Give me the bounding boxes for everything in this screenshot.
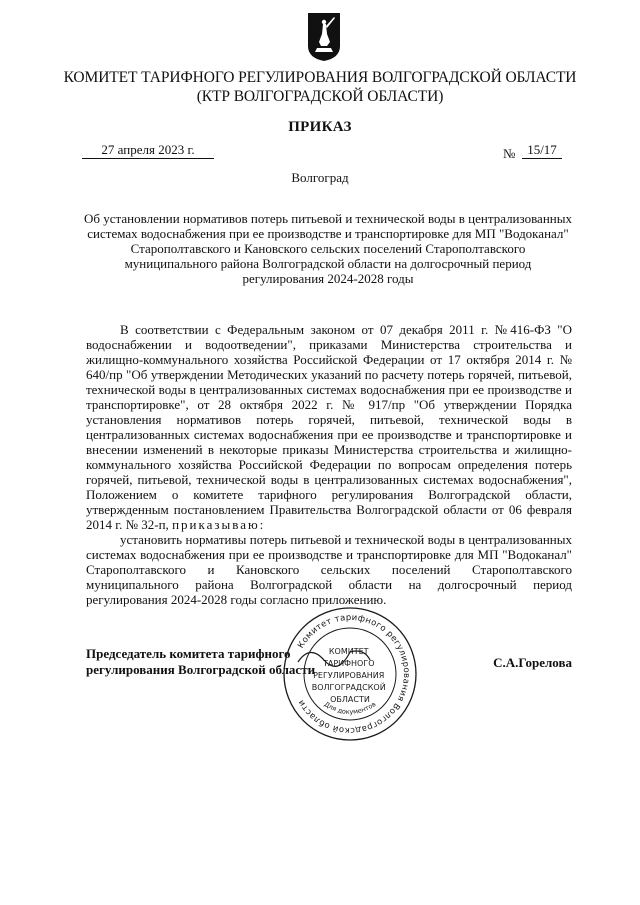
stamp-center-line: ТАРИФНОГО (322, 659, 375, 668)
subject-line: Об установлении нормативов потерь питьевой и технической воды в централизованных (84, 211, 572, 226)
preamble-text: В соответствии с Федеральным законом от 07 декабря 2011 г. №416-ФЗ "О водоснабжении и водоотведении", приказами Министерства строительства и жилищно-коммунального хозяйства Российской Федерации от 17 октября 2014 г. № 640/пр "Об утверждении Методических указаний по расчету потерь горячей, питьевой, технической воды в централизованных системах водоснабжения при ее производстве и транспортировке", от 28 октября 2022 г. № 917/пр "Об утверждении Порядка установления нормативов потерь горячей, питьевой, технической воды в централизованных системах водоснабжения при ее производстве и транспортировке и внесении изменений в некоторые приказы Министерства строительства и жилищно-коммунального хозяйства Российской Федерации по вопросам определения потерь горячей, питьевой, технической воды в централизованных системах водоснабжения", Положением о комитете тарифного регулирования Волгоградской области, утвержденным постановлением Правительства Волгоградской области от 06 февраля 2014 г. № 32-п, (86, 322, 572, 532)
stamp-center-line: ОБЛАСТИ (330, 695, 370, 704)
organization-short-name: (КТР ВОЛГОГРАДСКОЙ ОБЛАСТИ) (196, 88, 444, 105)
number-sign: № (503, 146, 516, 161)
subject-line: регулирования 2024-2028 годы (242, 271, 414, 286)
signer-title-line: регулирования Волгоградской области (86, 662, 316, 677)
subject-line: системах водоснабжения при ее производстве и транспортировке для МП "Водоканал" (87, 226, 569, 241)
document-number: 15/17 (522, 142, 562, 159)
signer-title-line: Председатель комитета тарифного (86, 646, 291, 661)
stamp-center-line: ВОЛГОГРАДСКОЙ (311, 683, 386, 692)
document-city: Волгоград (291, 170, 349, 185)
coat-of-arms-emblem (307, 12, 341, 62)
signer-name: С.А.Горелова (493, 655, 572, 670)
organization-title (40, 68, 600, 106)
stamp-center-text (312, 647, 389, 704)
document-subject (84, 211, 572, 286)
order-paragraph: установить нормативы потерь питьевой и технической воды в централизованных системах водоснабжения при ее производстве и транспортировке для МП "Водоканал" Старополтавского и Кановского сельских поселений Старополтавского муниципального района Волгоградской области на долгосрочный период регулирования 2024-2028 годы согласно приложению. (86, 532, 572, 607)
organization-name: КОМИТЕТ ТАРИФНОГО РЕГУЛИРОВАНИЯ ВОЛГОГРАДСКОЙ ОБЛАСТИ (63, 69, 577, 86)
subject-line: муниципального района Волгоградской области на долгосрочный период (124, 256, 532, 271)
document-type: ПРИКАЗ (288, 119, 352, 135)
official-stamp (280, 604, 420, 744)
document-date: 27 апреля 2023 г. (82, 142, 214, 159)
stamp-ring-text: Комитет тарифного регулирования Волгоградской области (296, 612, 412, 736)
subject-line: Старополтавского и Кановского сельских поселений Старополтавского (130, 241, 526, 256)
stamp-center-line: КОМИТЕТ (328, 647, 369, 656)
preamble-paragraph (86, 322, 572, 532)
document-body (86, 322, 572, 607)
stamp-center-line: РЕГУЛИРОВАНИЯ (313, 671, 385, 680)
stamp-bottom-text: Для документов (322, 700, 378, 717)
order-word: приказываю: (172, 517, 266, 532)
